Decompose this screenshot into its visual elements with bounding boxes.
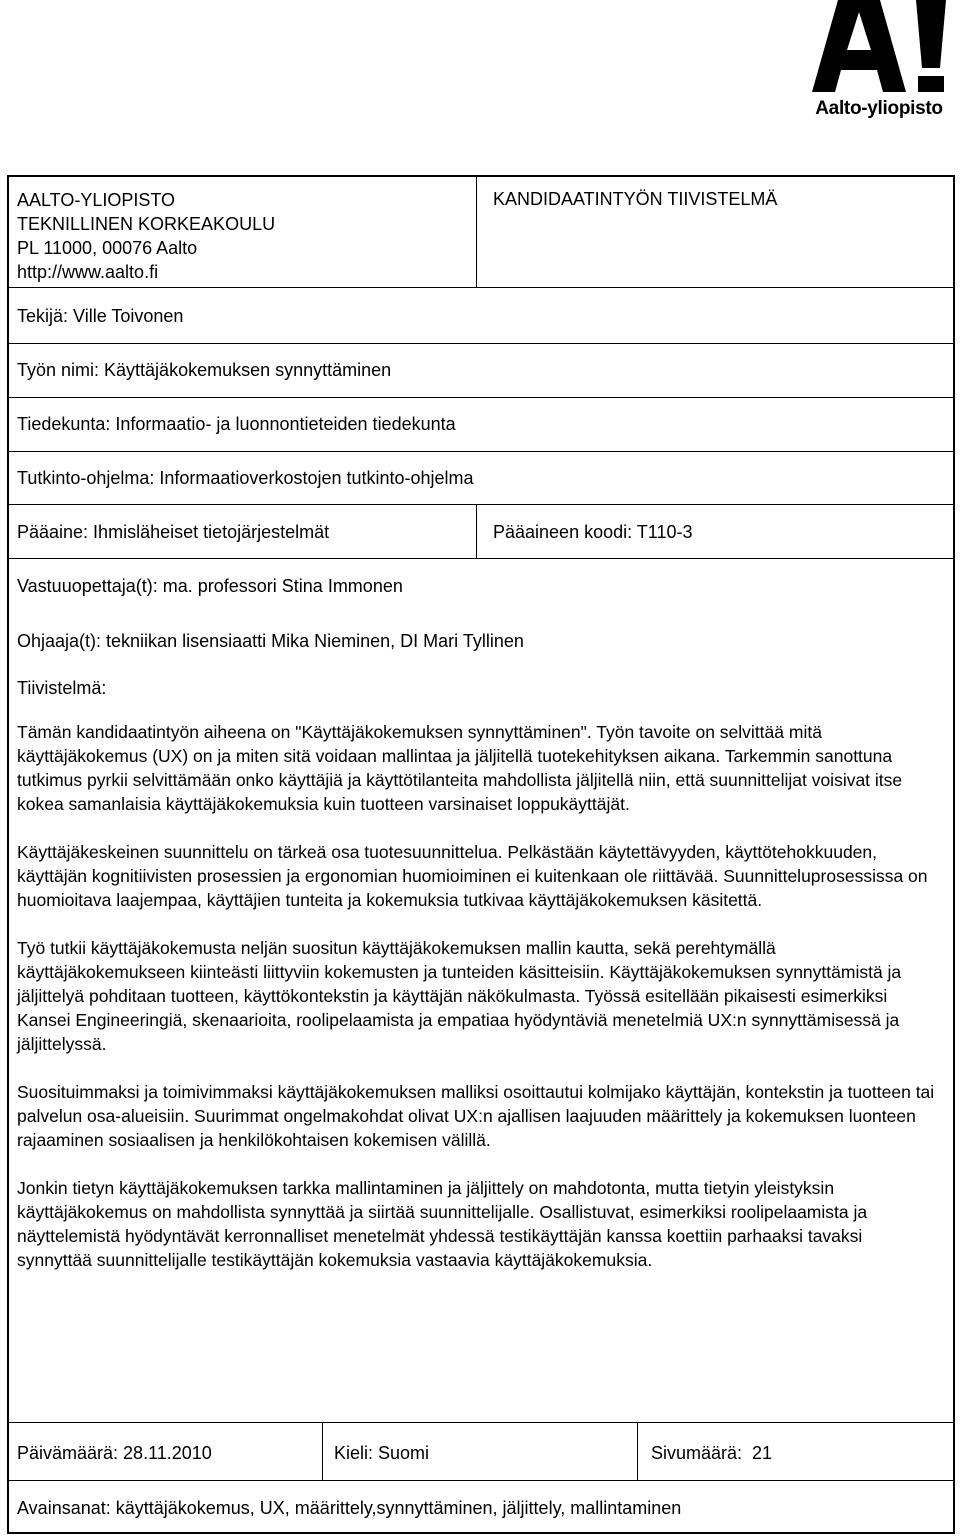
supervisor-field: Vastuuopettaja(t): ma. professori Stina Immonen [17,576,403,596]
aalto-a-exclamation-logo-icon [812,0,952,96]
major-code-field: Pääaineen koodi: T110-3 [493,522,693,542]
aalto-logo [804,0,954,125]
abstract-body [17,720,942,1296]
col-divider [476,504,477,558]
major-field: Pääaine: Ihmisläheiset tietojärjestelmät [17,522,330,542]
faculty-field: Tiedekunta: Informaatio- ja luonnontieteiden tiedekunta [17,414,456,434]
abstract-paragraph: Työ tutkii käyttäjäkokemusta neljän suositun käyttäjäkokemuksen mallin kautta, sekä perehtymällä käyttäjäkokemukseen kiinteästi liittyviin kokemusten ja tunteiden käsitteisiin. Käyttäjäkokemuksen synnyttämistä ja jäljittelyä pohditaan tuotteen, käyttökontekstin ja käyttäjän näkökulmasta. Työssä esitellään pikaisesti esimerkiksi Kansei Engineeringiä, skenaarioita, roolipelaamista ja empatiaa hyödyntäviä menetelmiä UX:n synnyttämisessä ja jäljittelyssä. [17,938,902,1054]
row-divider [9,287,953,288]
col-divider [322,1422,323,1480]
keywords-field: Avainsanat: käyttäjäkokemus, UX, määrittely,synnyttäminen, jäljittely, mallintaminen [17,1498,682,1518]
row-divider [9,558,953,559]
row-divider [9,451,953,452]
row-divider [9,1422,953,1423]
row-divider [9,1480,953,1481]
date-field: Päivämäärä: 28.11.2010 [17,1443,212,1463]
author-field: Tekijä: Ville Toivonen [17,306,184,326]
language-field: Kieli: Suomi [334,1443,430,1463]
abstract-form [7,175,955,1534]
abstract-paragraph: Suosituimmaksi ja toimivimmaksi käyttäjäkokemuksen malliksi osoittautui kolmijako käyttäjän, kontekstin ja tuotteen tai palvelun osa-alueisiin. Suurimmat ongelmakohdat olivat UX:n ajallisen laajuuden määrittely ja kokemuksen luonteen rajaaminen sosiaalisen ja henkilökohtaisen kokemisen välillä. [17,1082,935,1150]
address-line: AALTO-YLIOPISTO [17,190,176,210]
programme-field: Tutkinto-ohjelma: Informaatioverkostojen tutkinto-ohjelma [17,468,474,488]
address-line: TEKNILLINEN KORKEAKOULU [17,214,276,234]
row-divider [9,504,953,505]
page-count-field: Sivumäärä: 21 [651,1443,773,1463]
university-address [17,188,275,284]
instructors-field: Ohjaaja(t): tekniikan lisensiaatti Mika Nieminen, DI Mari Tyllinen [17,631,524,651]
col-divider [476,177,477,287]
address-line: PL 11000, 00076 Aalto [17,238,198,258]
document-type: KANDIDAATINTYÖN TIIVISTELMÄ [493,189,778,209]
logo-wordmark: Aalto-yliopisto [815,98,943,119]
row-divider [9,343,953,344]
row-divider [9,397,953,398]
abstract-label: Tiivistelmä: [17,678,107,698]
abstract-paragraph: Jonkin tietyn käyttäjäkokemuksen tarkka mallintaminen ja jäljittely on mahdotonta, mutta tietyin yleistyksin käyttäjäkokemus on mahdollista synnyttää ja siirtää suunnittelijalle. Osallistuvat, esimerkiksi roolipelaamista ja näyttelemistä hyödyntävät kerronnalliset menetelmät yhdessä testikäyttäjän kanssa koettiin parhaaksi tavaksi synnyttää suunnittelijalle testikäyttäjän kokemuksia vastaavia käyttäjäkokemuksia. [17,1178,868,1270]
thesis-title-field: Työn nimi: Käyttäjäkokemuksen synnyttäminen [17,360,392,380]
address-line: http://www.aalto.fi [17,262,159,282]
abstract-paragraph: Käyttäjäkeskeinen suunnittelu on tärkeä osa tuotesuunnittelua. Pelkästään käytettävyyden, käyttötehokkuuden, käyttäjän kognitiivisten prosessien ja ergonomian huomioiminen ei kuitenkaan ole riittävää. Suunnitteluprosessissa on huomioitava laajempaa, käyttäjien tunteita ja kokemuksia tutkivaa käyttäjäkokemuksen käsitettä. [17,842,928,910]
col-divider [637,1422,638,1480]
abstract-paragraph: Tämän kandidaatintyön aiheena on "Käyttäjäkokemuksen synnyttäminen". Työn tavoite on selvittää mitä käyttäjäkokemus (UX) on ja miten sitä voidaan mallintaa ja jäljitellä tuotekehityksen aikana. Tarkemmin sanottuna tutkimus pyrkii selvittämään onko käyttäjiä ja käyttötilanteita mahdollista jäljitellä niin, että suunnittelijat voisivat itse kokea samanlaisia käyttäjäkokemuksia kuin tuotteen varsinaiset loppukäyttäjät. [17,722,903,814]
